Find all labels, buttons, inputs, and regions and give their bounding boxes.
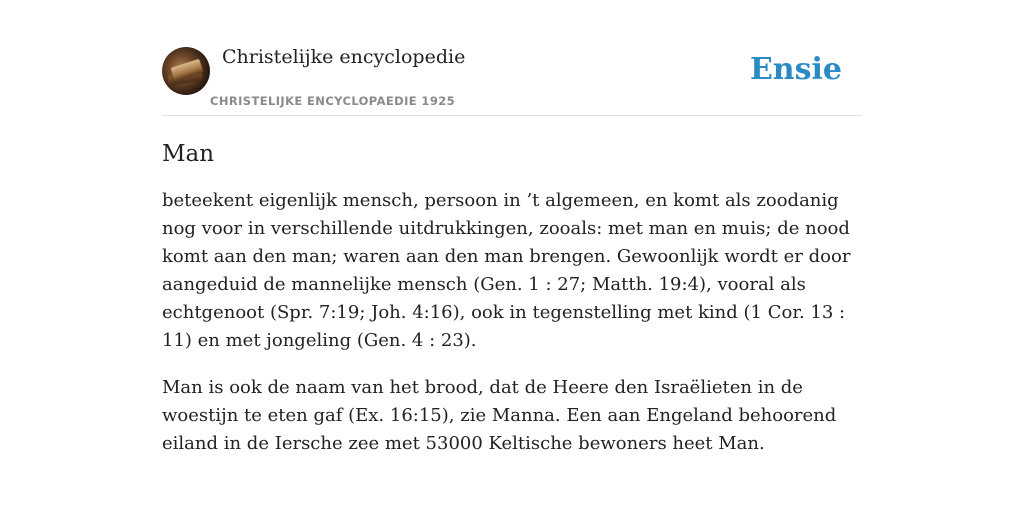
book-stack-icon[interactable] [162, 47, 210, 95]
source-title[interactable]: Christelijke encyclopedie [222, 46, 466, 68]
article-paragraph: Man is ook de naam van het brood, dat de Heere den Israëlieten in de woestijn te eten gaf (Ex. 16:15), zie Manna. Een aan Engeland behoorend eiland in de Iersche zee met 53000 Keltische bewoners heet Man. [162, 377, 837, 454]
brand-logo-link[interactable]: Ensie [749, 52, 842, 87]
article-title: Man [162, 141, 215, 167]
source-subtitle: CHRISTELIJKE ENCYCLOPAEDIE 1925 [210, 94, 456, 108]
article-paragraph: beteekent eigenlijk mensch, persoon in ’t algemeen, en komt als zoodanig nog voor in verschillende uitdrukkingen, zooals: met man en muis; de nood komt aan den man; waren aan den man brengen. Gewoonlijk wordt er door aangeduid de mannelijke mensch (Gen. 1 : 27; Matth. 19:4), vooral als echtgenoot (Spr. 7:19; Joh. 4:16), ook in tegenstelling met kind (1 Cor. 13 : 11) en met jongeling (Gen. 4 : 23). [162, 190, 851, 351]
article [162, 138, 862, 477]
header [162, 46, 862, 116]
